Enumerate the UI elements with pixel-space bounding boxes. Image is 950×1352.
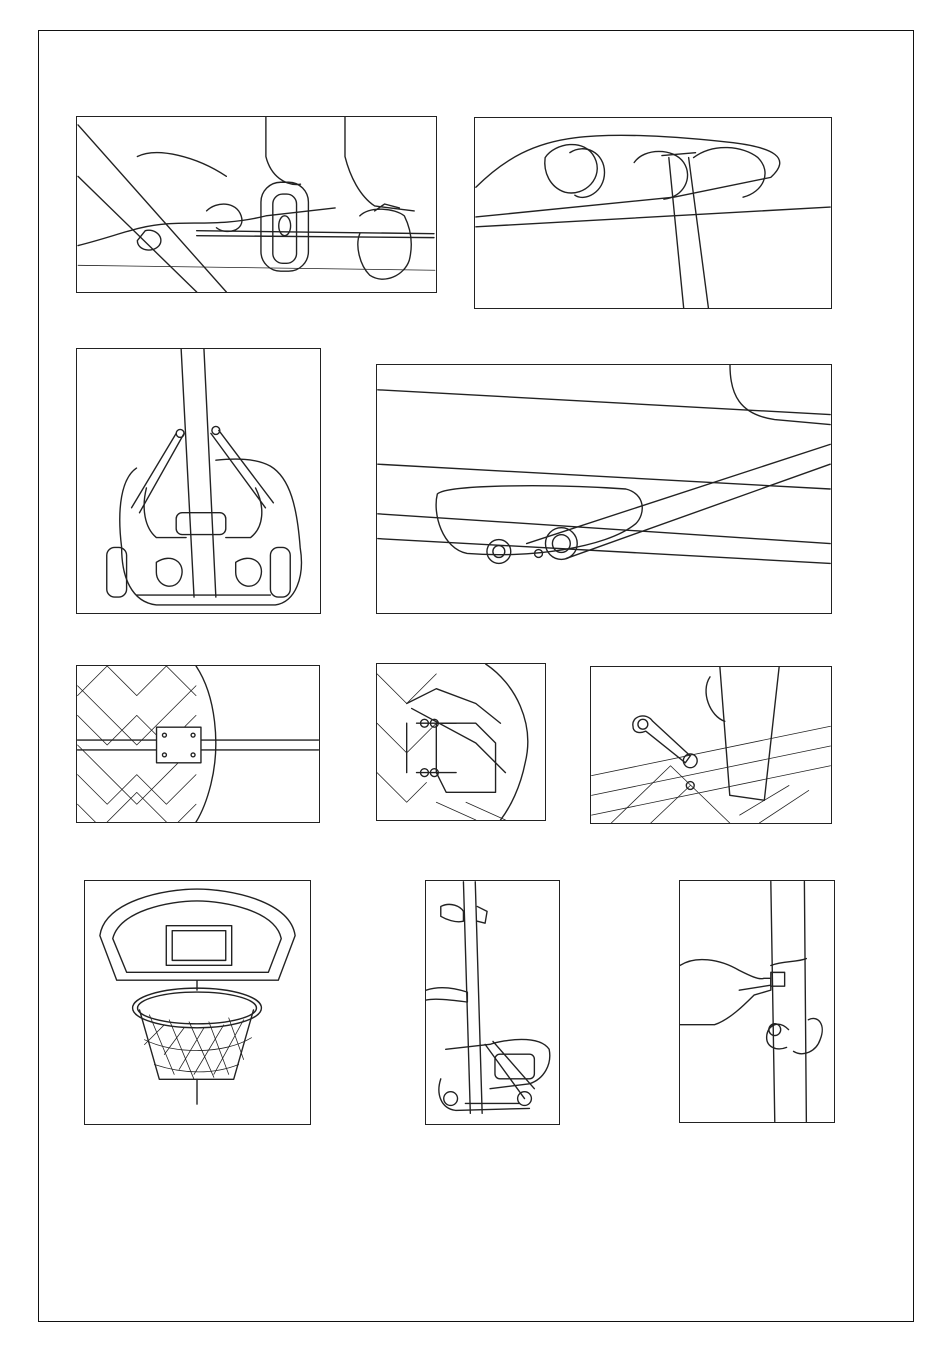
base-pole-front-drawing	[77, 349, 320, 613]
illustration-step-3	[76, 348, 321, 614]
illustration-step-10	[679, 880, 835, 1123]
knob-tightening-drawing	[680, 881, 834, 1122]
illustration-step-6	[376, 663, 546, 821]
illustration-step-2	[474, 117, 832, 309]
illustration-step-1	[76, 116, 437, 293]
wheel-axle-drawing	[77, 117, 436, 292]
illustration-step-7	[590, 666, 832, 824]
illustration-step-5	[76, 665, 320, 823]
wrench-pole-drawing	[591, 667, 831, 823]
bracket-bolts-drawing	[377, 664, 545, 820]
backboard-bracket-drawing	[77, 666, 319, 822]
backboard-hoop-drawing	[85, 881, 310, 1124]
illustration-step-8	[84, 880, 311, 1125]
brace-bracket-drawing	[377, 365, 831, 613]
illustration-step-9	[425, 880, 560, 1125]
illustration-step-4	[376, 364, 832, 614]
full-stand-drawing	[426, 881, 559, 1124]
pole-bracket-drawing	[475, 118, 831, 308]
